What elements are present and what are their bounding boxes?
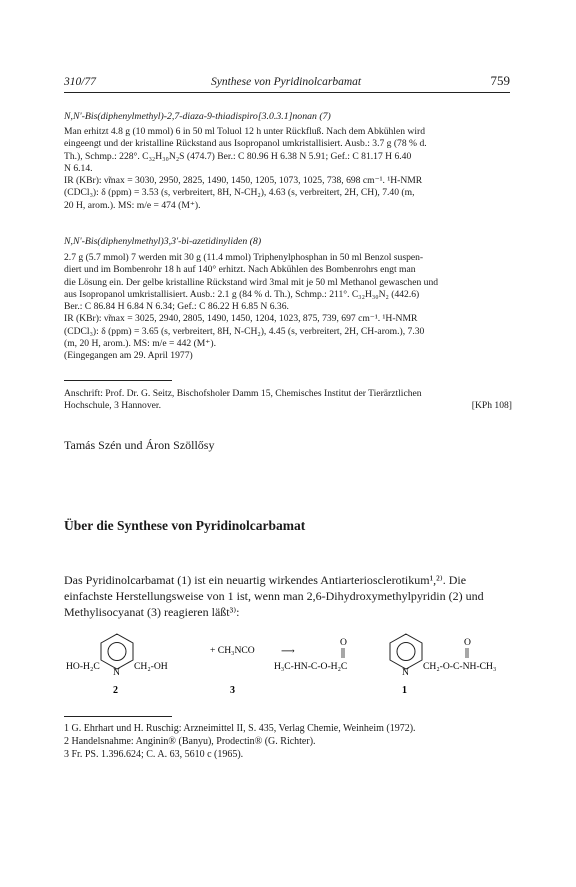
text-line: (m, 20 H, arom.). MS: m/e = 442 (M⁺). (64, 338, 216, 350)
footnote-rule (64, 716, 172, 717)
ring-nitrogen: N (402, 667, 409, 678)
substituent-right: CH₂-OH (134, 661, 168, 672)
compound-7-text (64, 126, 512, 212)
carbonyl-oxygen-left: O (340, 637, 347, 648)
pyridine-ring-2 (101, 634, 133, 669)
text-line: die Lösung ein. Der gelbe kristalline Rückstand wird 3mal mit je 50 ml Methanol gewaschen und (64, 276, 439, 288)
text-line: Das Pyridinolcarbamat (1) ist ein neuartig wirkendes Antiarteriosclerotikum¹,²⁾. Die (64, 573, 467, 587)
text-line: IR (KBr): ν̃max = 3030, 2950, 2825, 1490, 1450, 1205, 1073, 1025, 738, 698 cm⁻¹. ¹H-NMR (64, 175, 423, 187)
text-line: 2.7 g (5.7 mmol) 7 werden mit 30 g (11.4 mmol) Triphenylphosphan in 50 ml Benzol suspen- (64, 252, 424, 263)
carbonyl-oxygen-right: O (464, 637, 471, 648)
compound-8-heading: N,N'-Bis(diphenylmethyl)3,3'-bi-azetidinyliden (8) (64, 236, 262, 247)
authors: Tamás Szén und Áron Szöllősy (64, 438, 215, 452)
address-line: Anschrift: Prof. Dr. G. Seitz, Bischofsholer Damm 15, Chemisches Institut der Tierärztlichen (64, 388, 422, 399)
text-line: Methylisocyanat (3) reagieren läßt³⁾: (64, 605, 240, 619)
text-line: N 6.14. (64, 162, 93, 174)
text-line: Man erhitzt 4.8 g (10 mmol) 6 in 50 ml Toluol 12 h unter Rückfluß. Nach dem Abkühlen wird (64, 126, 425, 137)
address-line (64, 400, 512, 412)
footnotes (64, 722, 514, 761)
compound-label-2: 2 (113, 685, 118, 696)
text-line: diert und im Bombenrohr 18 h auf 140° erhitzt. Nach Abkühlen des Bombenrohrs engt man (64, 264, 416, 276)
address-block (64, 388, 512, 413)
text-line: Th.), Schmp.: 228°. C₃₂H₃₀N₂S (474.7) Ber.: C 80.96 H 6.38 N 5.91; Gef.: C 81.17 H 6.40 (64, 150, 412, 162)
carbamate-right: CH₂-O-C-NH-CH₃ (423, 661, 497, 672)
text-line: eingeengt und der kristalline Rückstand aus Isopropanol umkristallisiert. Ausb.: 3.7 g (78 % d. (64, 138, 427, 150)
ring-nitrogen: N (113, 667, 120, 678)
page-number: 759 (490, 73, 510, 88)
address-rule (64, 380, 172, 381)
text-line: Ber.: C 86.84 H 6.84 N 6.34; Gef.: C 86.22 H 6.85 N 6.36. (64, 301, 289, 313)
reagent-methylisocyanate: + CH₃NCO (210, 645, 255, 656)
footnote-1: 1 G. Ehrhart und H. Ruschig: Arzneimittel II, S. 435, Verlag Chemie, Weinheim (1972). (64, 723, 416, 734)
text-line: 20 H, arom.). MS: m/e = 474 (M⁺). (64, 199, 201, 211)
text-line: einfachste Herstellungsweise von 1 ist, wenn man 2,6-Dihydroxymethylpyridin (2) und (64, 589, 484, 603)
reaction-scheme (60, 620, 520, 705)
footnote-2: 2 Handelsnahme: Anginin® (Banyu), Prodectin® (G. Richter). (64, 736, 316, 747)
header-page-code: 310/77 (64, 76, 96, 88)
compound-7-heading: N,N'-Bis(diphenylmethyl)-2,7-diaza-9-thiadispiro[3.0.3.1]nonan (7) (64, 111, 331, 122)
text-line: IR (KBr): ν̃max = 3025, 2940, 2805, 1490, 1450, 1204, 1023, 875, 739, 697 cm⁻¹. ¹H-NMR (64, 313, 418, 325)
carbamate-left: H₃C-HN-C-O-H₂C (274, 661, 348, 672)
substituent-left: HO-H₂C (66, 661, 100, 672)
reaction-arrow: ⟶ (281, 646, 295, 657)
header-rule (64, 92, 510, 93)
received-date: (Eingegangen am 29. April 1977) (64, 350, 193, 361)
text-line: aus Isopropanol umkristallisiert. Ausb.: 2.1 g (84 % d. Th.), Schmp.: 211°. C₃₂H₃₀N₂ (442.6) (64, 288, 420, 300)
reference-code: [KPh 108] (471, 400, 512, 412)
address-city: Hochschule, 3 Hannover. (64, 400, 161, 412)
intro-paragraph (64, 572, 514, 620)
compound-label-1: 1 (402, 685, 407, 696)
footnote-3: 3 Fr. PS. 1.396.624; C. A. 63, 5610 c (1965). (64, 749, 244, 760)
article-title: Über die Synthese von Pyridinolcarbamat (64, 518, 306, 533)
pyridine-ring-1 (390, 634, 422, 669)
running-title: Synthese von Pyridinolcarbamat (211, 76, 362, 88)
text-line: (CDCl₃): δ (ppm) = 3.53 (s, verbreitert, 8H, N-CH₂), 4.63 (s, verbreitert, 2H, CH), 7.40 (m, (64, 187, 415, 199)
text-line: (CDCl₃): δ (ppm) = 3.65 (s, verbreitert, 8H, N-CH₂), 4.45 (s, verbreitert, 2H, CH-arom.), 7.30 (64, 325, 425, 337)
compound-8-text (64, 252, 512, 350)
compound-label-3: 3 (230, 685, 235, 696)
